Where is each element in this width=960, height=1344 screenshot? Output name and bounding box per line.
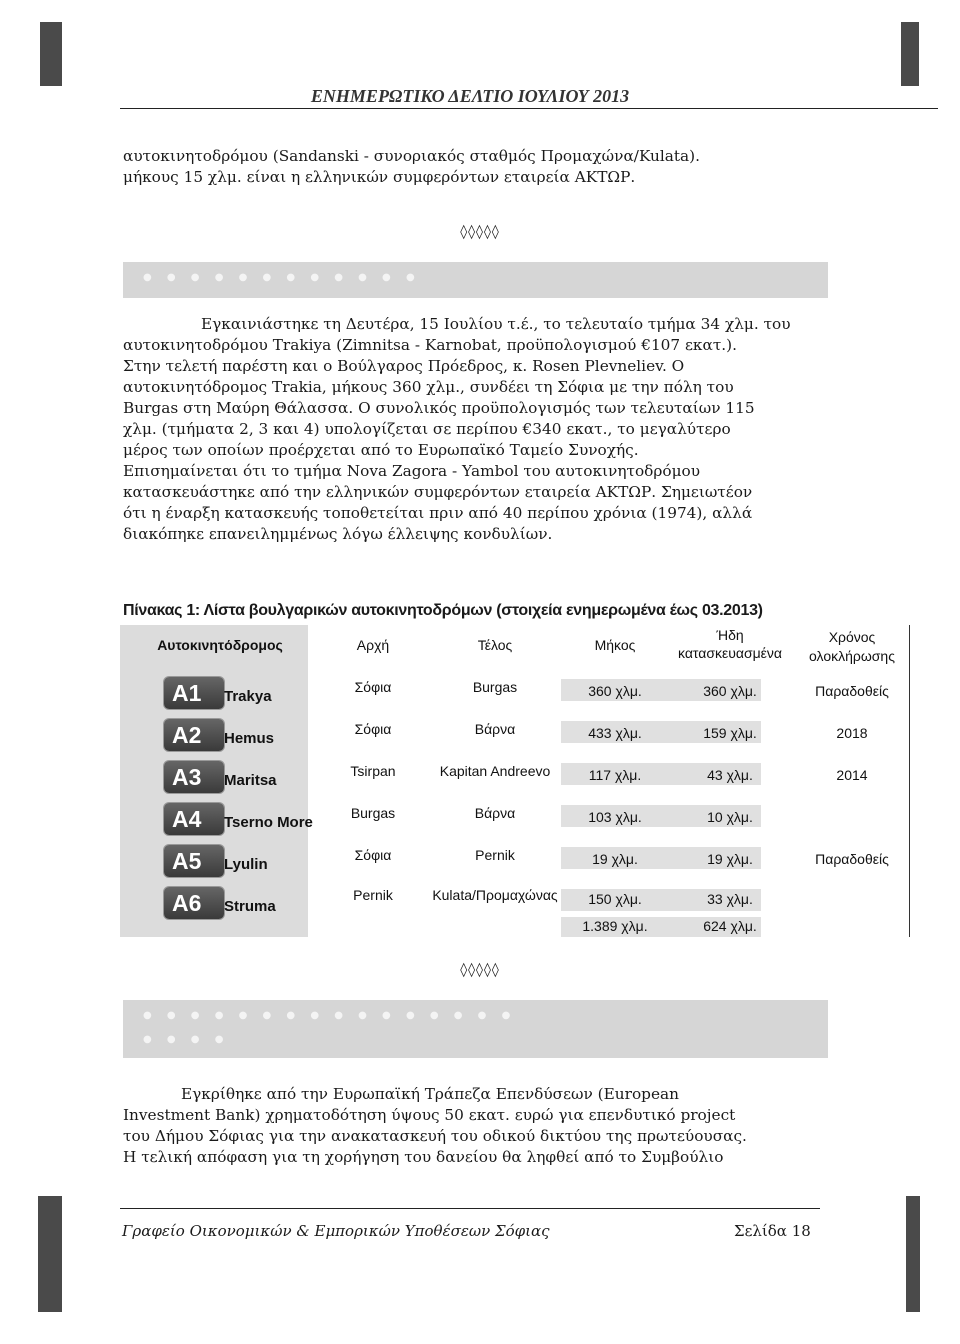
row-end: Βάρνα bbox=[474, 721, 516, 737]
text-line: του Δήμου Σόφιας για την ανακατασκευή του οδικού δικτύου της πρωτεύουσας. bbox=[123, 1127, 747, 1145]
text-line: Investment Bank) χρηματοδότηση ύψους 50 εκατ. ευρώ για επενδυτικό project bbox=[123, 1106, 736, 1124]
scan-edge-left-top bbox=[40, 22, 62, 86]
row-built: 43 χλμ. bbox=[707, 767, 753, 783]
highway-name: Struma bbox=[224, 898, 276, 915]
row-start: Σόφια bbox=[354, 721, 392, 737]
header-start: Αρχή bbox=[356, 637, 390, 653]
text-line: χλμ. (τμήματα 2, 3 και 4) υπολογίζεται σε περίπου €340 εκατ., το μεγαλύτερο bbox=[123, 420, 731, 438]
header-year-1: Χρόνος bbox=[828, 629, 876, 645]
text-line: Η τελική απόφαση για τη χορήγηση του δανείου θα ληφθεί από το Συμβούλιο bbox=[123, 1148, 724, 1166]
highway-badge: A5 bbox=[164, 845, 224, 877]
header-end: Τέλος bbox=[477, 637, 513, 653]
row-start: Tsirpan bbox=[350, 763, 396, 779]
article-eib bbox=[123, 1084, 823, 1168]
row-end: Βάρνα bbox=[474, 805, 516, 821]
row-start: Burgas bbox=[350, 805, 396, 821]
text-line: κατασκευάστηκε από την ελληνικών συμφερόντων εταιρεία ΑΚΤΩΡ. Σημειωτέον bbox=[123, 483, 753, 501]
text-line: Εγκρίθηκε από την Ευρωπαϊκή Τράπεζα Επενδύσεων (European bbox=[181, 1085, 679, 1103]
scan-edge-right-top bbox=[901, 22, 919, 86]
article-trakiya bbox=[123, 314, 823, 545]
total-built: 624 χλμ. bbox=[703, 918, 757, 934]
row-end: Kapitan Andreevo bbox=[439, 763, 551, 779]
row-year: 2014 bbox=[836, 767, 868, 783]
text-line: Στην τελετή παρέστη και ο Βούλγαρος Πρόεδρος, κ. Rosen Plevneliev. Ο bbox=[123, 357, 685, 375]
row-length: 360 χλμ. bbox=[588, 683, 642, 699]
row-year: Παραδοθείς bbox=[815, 683, 889, 699]
row-built: 10 χλμ. bbox=[707, 809, 753, 825]
row-length: 433 χλμ. bbox=[588, 725, 642, 741]
highway-name: Trakya bbox=[224, 688, 272, 705]
row-year: Παραδοθείς bbox=[815, 851, 889, 867]
table-right-border bbox=[909, 625, 910, 937]
header-built-2: κατασκευασμένα bbox=[677, 645, 783, 661]
row-length: 103 χλμ. bbox=[588, 809, 642, 825]
scan-edge-left-bottom bbox=[38, 1196, 62, 1312]
highway-badge: A2 bbox=[164, 719, 224, 751]
footer-office: Γραφείο Οικονομικών & Εμπορικών Υποθέσεων Σόφιας bbox=[122, 1222, 550, 1240]
highway-name: Lyulin bbox=[224, 856, 268, 873]
page-header-title: ΕΝΗΜΕΡΩΤΙΚΟ ΔΕΛΤΙΟ ΙΟΥΛΙΟΥ 2013 bbox=[310, 86, 630, 106]
separator-diamonds: ◊◊◊◊◊ bbox=[460, 224, 500, 240]
row-built: 33 χλμ. bbox=[707, 891, 753, 907]
text-line: μέρος των οποίων προέρχεται από το Ευρωπαϊκό Ταμείο Συνοχής. bbox=[123, 441, 639, 459]
highway-name: Maritsa bbox=[224, 772, 277, 789]
total-length: 1.389 χλμ. bbox=[582, 918, 648, 934]
text-line: αυτοκινητοδρόμου Trakiya (Zimnitsa - Karnobat, προϋπολογισμού €107 εκατ.). bbox=[123, 336, 737, 354]
highway-badge: A4 bbox=[164, 803, 224, 835]
intro-paragraph bbox=[123, 146, 823, 188]
header-rule bbox=[120, 108, 938, 109]
separator-diamonds: ◊◊◊◊◊ bbox=[460, 962, 500, 978]
footer-page-number: Σελίδα 18 bbox=[734, 1222, 811, 1240]
text-line: αυτοκινητόδρομος Trakia, μήκους 360 χλμ., συνδέει τη Σόφια με την πόλη του bbox=[123, 378, 734, 396]
highways-table bbox=[120, 625, 910, 937]
row-built: 19 χλμ. bbox=[707, 851, 753, 867]
section-band: ● ● ● ● ● ● ● ● ● ● ● ● bbox=[123, 262, 828, 298]
row-length: 19 χλμ. bbox=[592, 851, 638, 867]
text-line: Εγκαινιάστηκε τη Δευτέρα, 15 Ιουλίου τ.έ., το τελευταίο τμήμα 34 χλμ. του bbox=[201, 315, 791, 333]
row-start: Σόφια bbox=[354, 679, 392, 695]
highway-name: Tserno More bbox=[224, 814, 313, 831]
text-line: Burgas στη Μαύρη Θάλασσα. Ο συνολικός προϋπολογισμός των τελευταίων 115 bbox=[123, 399, 755, 417]
footer-rule bbox=[120, 1208, 820, 1209]
row-start: Pernik bbox=[353, 887, 393, 903]
highway-badge: A6 bbox=[164, 887, 224, 919]
row-end: Pernik bbox=[475, 847, 515, 863]
row-year: 2018 bbox=[836, 725, 868, 741]
highway-name: Hemus bbox=[224, 730, 275, 747]
text-line: μήκους 15 χλμ. είναι η ελληνικών συμφερόντων εταιρεία ΑΚΤΩΡ. bbox=[123, 168, 636, 186]
row-end: Burgas bbox=[472, 679, 518, 695]
row-length: 150 χλμ. bbox=[588, 891, 642, 907]
row-start: Σόφια bbox=[354, 847, 392, 863]
text-line: αυτοκινητοδρόμου (Sandanski - συνοριακός σταθμός Προμαχώνα/Kulata). bbox=[123, 147, 700, 165]
highway-badge: A1 bbox=[164, 677, 224, 709]
table-caption: Πίνακας 1: Λίστα βουλγαρικών αυτοκινητοδρόμων (στοιχεία ενημερωμένα έως 03.2013) bbox=[123, 602, 763, 619]
text-line: διακόπηκε επανειλημμένως λόγω έλλειψης κονδυλίων. bbox=[123, 525, 553, 543]
row-length: 117 χλμ. bbox=[588, 767, 642, 783]
section-band: ● ● ● ● ● ● ● ● ● ● ● ● ● ● ● ● ● ● ● ● bbox=[123, 1000, 828, 1058]
header-year-2: ολοκλήρωσης bbox=[809, 648, 895, 664]
row-built: 360 χλμ. bbox=[703, 683, 757, 699]
row-end: Kulata/Προμαχώνας bbox=[432, 887, 558, 903]
text-line: ότι η έναρξη κατασκευής τοποθετείται πριν από 40 περίπου χρόνια (1974), αλλά bbox=[123, 504, 753, 522]
text-line: Επισημαίνεται ότι το τμήμα Nova Zagora - Yambol του αυτοκινητοδρόμου bbox=[123, 462, 701, 480]
header-highway: Αυτοκινητόδρομος bbox=[157, 637, 283, 653]
header-built-1: Ήδη bbox=[716, 627, 744, 643]
header-length: Μήκος bbox=[594, 637, 636, 653]
row-built: 159 χλμ. bbox=[703, 725, 757, 741]
highway-badge: A3 bbox=[164, 761, 224, 793]
scan-edge-right-bottom bbox=[906, 1196, 920, 1312]
